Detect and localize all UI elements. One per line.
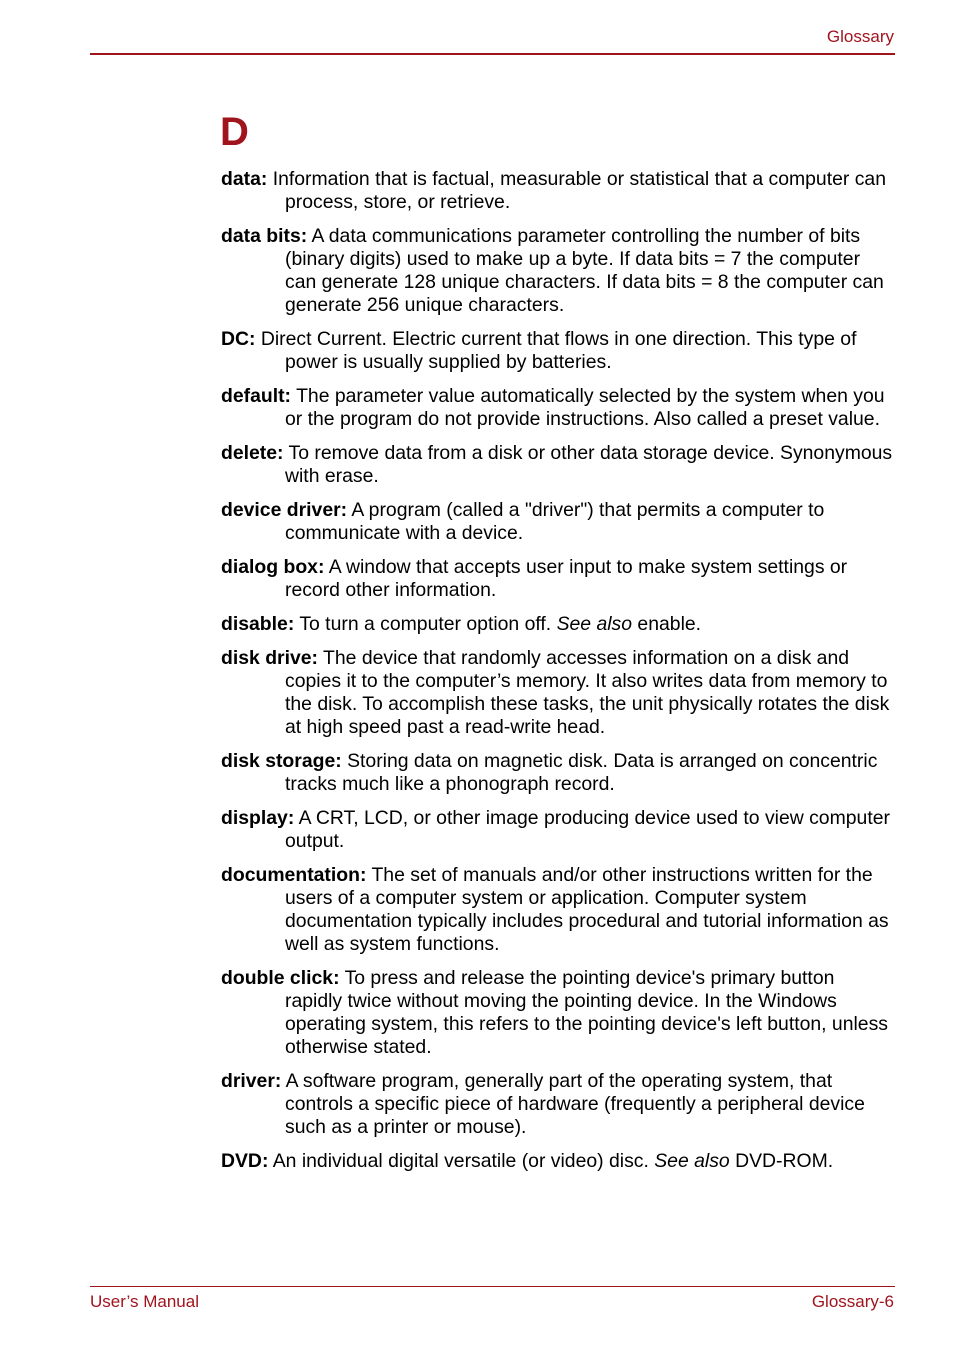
glossary-entry [221,750,893,796]
glossary-definition: The set of manuals and/or other instructions written for the users of a computer system or application. Computer system documentation typically includes procedural and tutorial information as well as system functions. [285,864,889,955]
glossary-term: driver: [221,1070,282,1092]
glossary-entry [221,807,893,853]
glossary-entry [221,499,893,545]
glossary-term: data: [221,168,268,190]
glossary-term: DC: [221,328,256,350]
glossary-definition: A software program, generally part of the operating system, that controls a specific piece of hardware (frequently a peripheral device such as a printer or mouse). [281,1070,865,1138]
glossary-term: disable: [221,613,295,635]
glossary-definition: A CRT, LCD, or other image producing device used to view computer output. [285,807,890,852]
glossary-entry [221,613,893,636]
glossary-entry [221,864,893,956]
see-also-reference: See also [556,613,633,635]
glossary-entry [221,556,893,602]
footer-page-number: Glossary-6 [811,1292,894,1311]
glossary-definition: A program (called a "driver") that permits a computer to communicate with a device. [285,499,825,544]
footer-manual-title: User’s Manual [90,1292,199,1311]
glossary-term: disk storage: [221,750,342,772]
section-letter: D [220,110,249,154]
glossary-term: double click: [221,967,340,989]
glossary-entries [221,168,893,1184]
glossary-definition: To press and release the pointing device's primary button rapidly twice without moving the pointing device. In the Windows operating system, this refers to the pointing device's left button, unless otherwise stated. [285,967,888,1058]
glossary-definition: Direct Current. Electric current that flows in one direction. This type of power is usually supplied by batteries. [255,328,857,373]
glossary-entry [221,328,893,374]
glossary-entry [221,168,893,214]
glossary-definition: A data communications parameter controlling the number of bits (binary digits) used to make up a byte. If data bits = 7 the computer can generate 128 unique characters. If data bits = 8 the computer can generate 256 unique characters. [285,225,884,316]
glossary-term: disk drive: [221,647,318,669]
glossary-entry [221,225,893,317]
glossary-entry [221,385,893,431]
glossary-definition: Information that is factual, measurable or statistical that a computer can process, store, or retrieve. [267,168,886,213]
glossary-definition: The parameter value automatically selected by the system when you or the program do not provide instructions. Also called a preset value. [285,385,885,430]
glossary-term: data bits: [221,225,308,247]
glossary-definition: Storing data on magnetic disk. Data is arranged on concentric tracks much like a phonograph record. [285,750,878,795]
glossary-definition: A window that accepts user input to make system settings or record other information. [285,556,848,601]
see-also-reference: See also [654,1150,730,1172]
glossary-term: delete: [221,442,284,464]
glossary-definition: The device that randomly accesses information on a disk and copies it to the computer’s memory. It also writes data from memory to the disk. To accomplish these tasks, the unit physically rotates the disk at high speed past a read-write head. [285,647,890,738]
header-rule [90,53,895,55]
glossary-term: documentation: [221,864,367,886]
glossary-term: default: [221,385,292,407]
glossary-definition: To remove data from a disk or other data storage device. Synonymous with erase. [283,442,893,487]
glossary-term: DVD: [221,1150,269,1172]
glossary-entry [221,1070,893,1139]
glossary-entry [221,1150,893,1173]
glossary-term: dialog box: [221,556,325,578]
glossary-definition-tail: enable. [632,613,702,635]
glossary-term: device driver: [221,499,348,521]
glossary-definition: An individual digital versatile (or video) disc. [268,1150,655,1172]
header-title: Glossary [826,27,894,46]
glossary-definition-tail: DVD-ROM. [729,1150,834,1172]
footer-rule [90,1286,895,1287]
glossary-entry [221,967,893,1059]
glossary-entry [221,442,893,488]
glossary-entry [221,647,893,739]
glossary-definition: To turn a computer option off. [294,613,557,635]
glossary-term: display: [221,807,295,829]
